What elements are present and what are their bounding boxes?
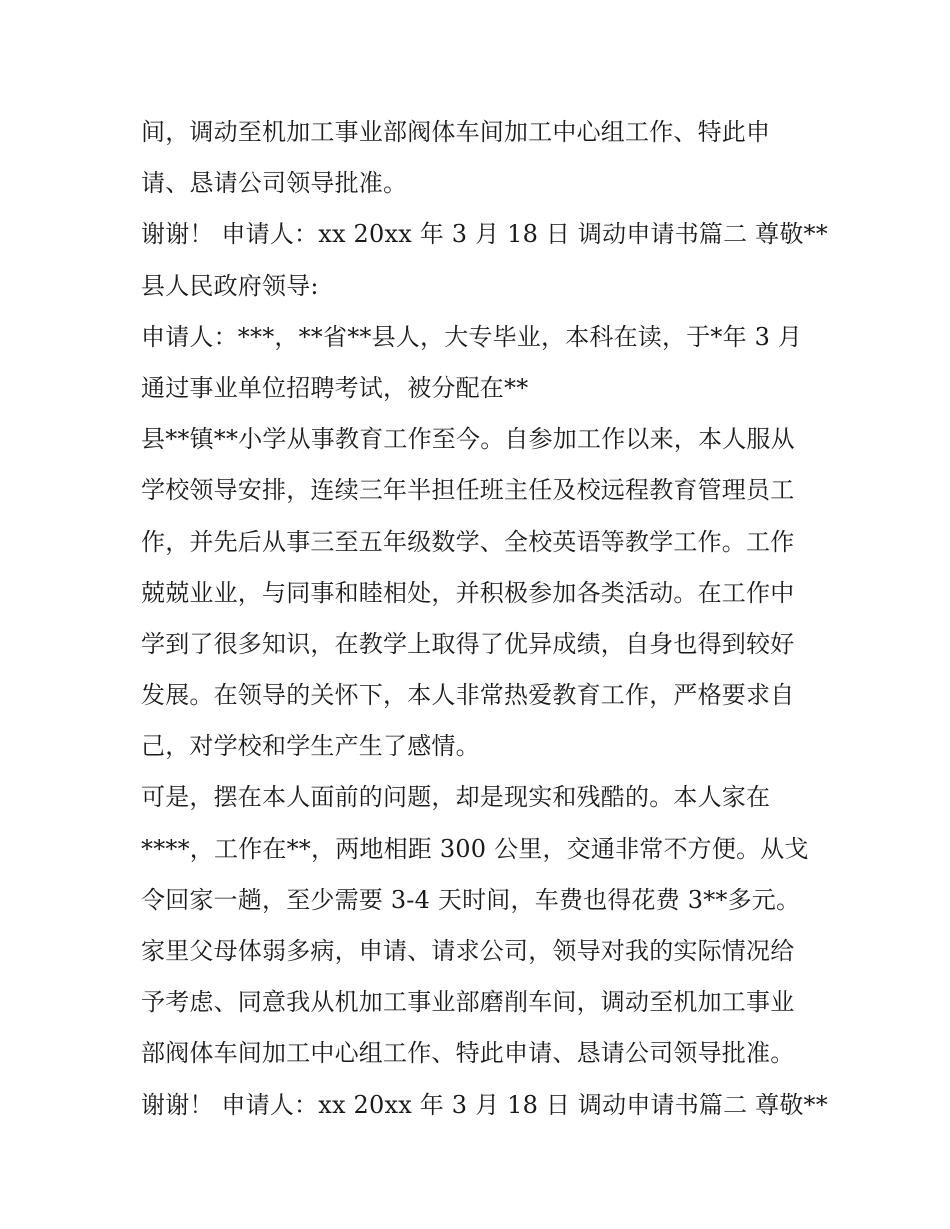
text-line: 学到了很多知识，在教学上取得了优异成绩，自身也得到较好 [141, 629, 795, 658]
text-line: 通过事业单位招聘考试，被分配在** [141, 373, 529, 402]
text-line: 请、恳请公司领导批准。 [141, 169, 408, 198]
text-line: ****，工作在**，两地相距 300 公里，交通非常不方便。从戈 [141, 834, 809, 863]
text-line: 谢谢！ 申请人：xx 20xx 年 3 月 18 日 调动申请书篇二 尊敬** [141, 220, 828, 249]
text-line: 可是，摆在本人面前的问题，却是现实和残酷的。本人家在 [141, 783, 771, 812]
text-line: 予考虑、同意我从机加工事业部磨削车间，调动至机加工事业 [141, 988, 795, 1017]
text-line: 学校领导安排，连续三年半担任班主任及校远程教育管理员工 [141, 476, 795, 505]
text-line: 谢谢！ 申请人：xx 20xx 年 3 月 18 日 调动申请书篇二 尊敬** [141, 1090, 828, 1119]
text-line: 部阀体车间加工中心组工作、特此申请、恳请公司领导批准。 [141, 1039, 795, 1068]
document-body [141, 107, 828, 1131]
text-line: 县人民政府领导: [141, 271, 319, 300]
text-line: 令回家一趟，至少需要 3-4 天时间，车费也得花费 3**多元。 [141, 885, 801, 914]
text-line: 兢兢业业，与同事和睦相处，并积极参加各类活动。在工作中 [141, 578, 795, 607]
text-line: 间，调动至机加工事业部阀体车间加工中心组工作、特此申 [141, 118, 771, 146]
text-line: 申请人：***，**省**县人，大专毕业，本科在读，于*年 3 月 [141, 322, 803, 351]
text-line: 作，并先后从事三至五年级数学、全校英语等教学工作。工作 [141, 527, 795, 556]
text-line: 发展。在领导的关怀下，本人非常热爱教育工作，严格要求自 [141, 681, 795, 710]
text-line: 家里父母体弱多病，申请、请求公司，领导对我的实际情况给 [141, 937, 795, 965]
text-line: 县**镇**小学从事教育工作至今。自参加工作以来，本人服从 [141, 425, 795, 454]
text-line: 己，对学校和学生产生了感情。 [141, 732, 480, 761]
